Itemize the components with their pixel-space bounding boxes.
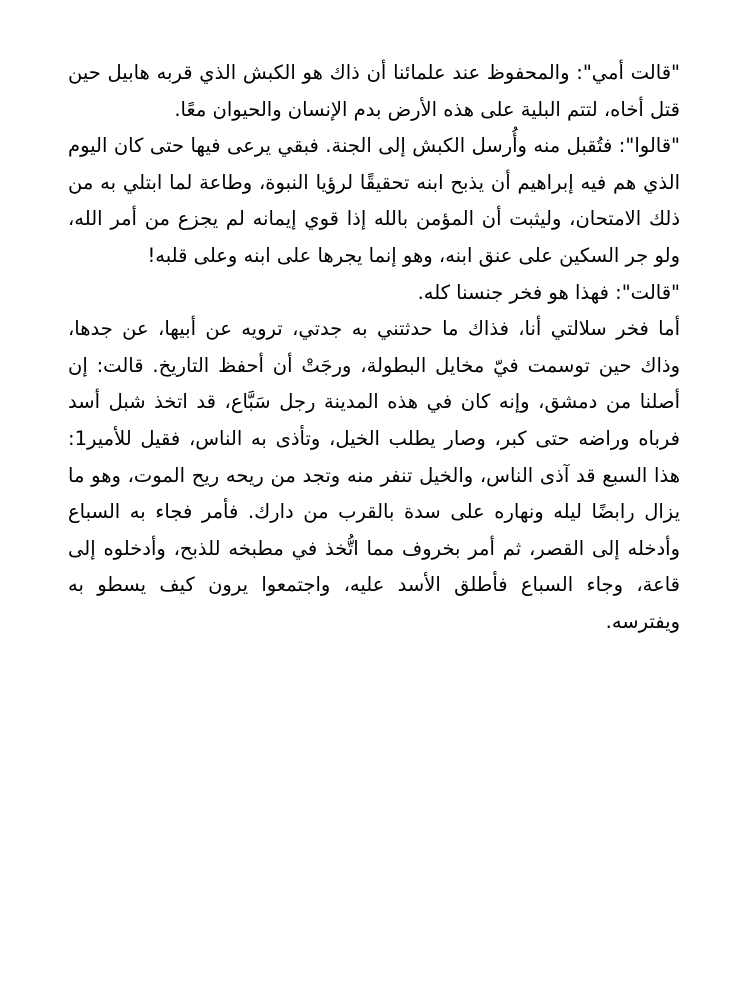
paragraph: "قالت أمي": والمحفوظ عند علمائنا أن ذاك هو الكبش الذي قربه هابيل حين قتل أخاه، لتتم البلية على هذه الأرض بدم الإنسان والحيوان معًا. — [68, 61, 680, 121]
paragraph: أما فخر سلالتي أنا، فذاك ما حدثتني به جدتي، ترويه عن أبيها، عن جدها، وذاك حين توسمت فيّ مخايل البطولة، ورجَتْ أن أحفظ التاريخ. قالت: إن أصلنا من دمشق، وإنه كان في هذه المدينة رجل سَبَّاع، قد اتخذ شبل أسد فرباه وراضه حتى كبر، وصار يطلب الخيل، وتأذى به الناس، فقيل للأمير1: هذا السبع قد آذى الناس، والخيل تنفر منه وتجد من ريحه ريح الموت، وهو ما يزال رابضًا ليله ونهاره على سدة بالقرب من دارك. فأمر فجاء به السباع وأدخله إلى القصر، ثم أمر بخروف مما اتُّخذ في مطبخه للذبح، وأدخلوه إلى قاعة، وجاء السباع فأطلق الأسد عليه، واجتمعوا يرون كيف يسطو به ويفترسه. — [68, 317, 680, 633]
paragraph: "قالت": فهذا هو فخر جنسنا كله. — [417, 280, 680, 304]
paragraph: "قالوا": فتُقبل منه وأُرسل الكبش إلى الجنة. فبقي يرعى فيها حتى كان اليوم الذي هم فيه إبراهيم أن يذبح ابنه تحقيقًا لرؤيا النبوة، وطاعة لما ابتلي به من ذلك الامتحان، وليثبت أن المؤمن بالله إذا قوي إيمانه لم يجزع من أمر الله، ولو جر السكين على عنق ابنه، وهو إنما يجرها على ابنه وعلى قلبه! — [68, 134, 680, 267]
document-body — [68, 55, 680, 641]
